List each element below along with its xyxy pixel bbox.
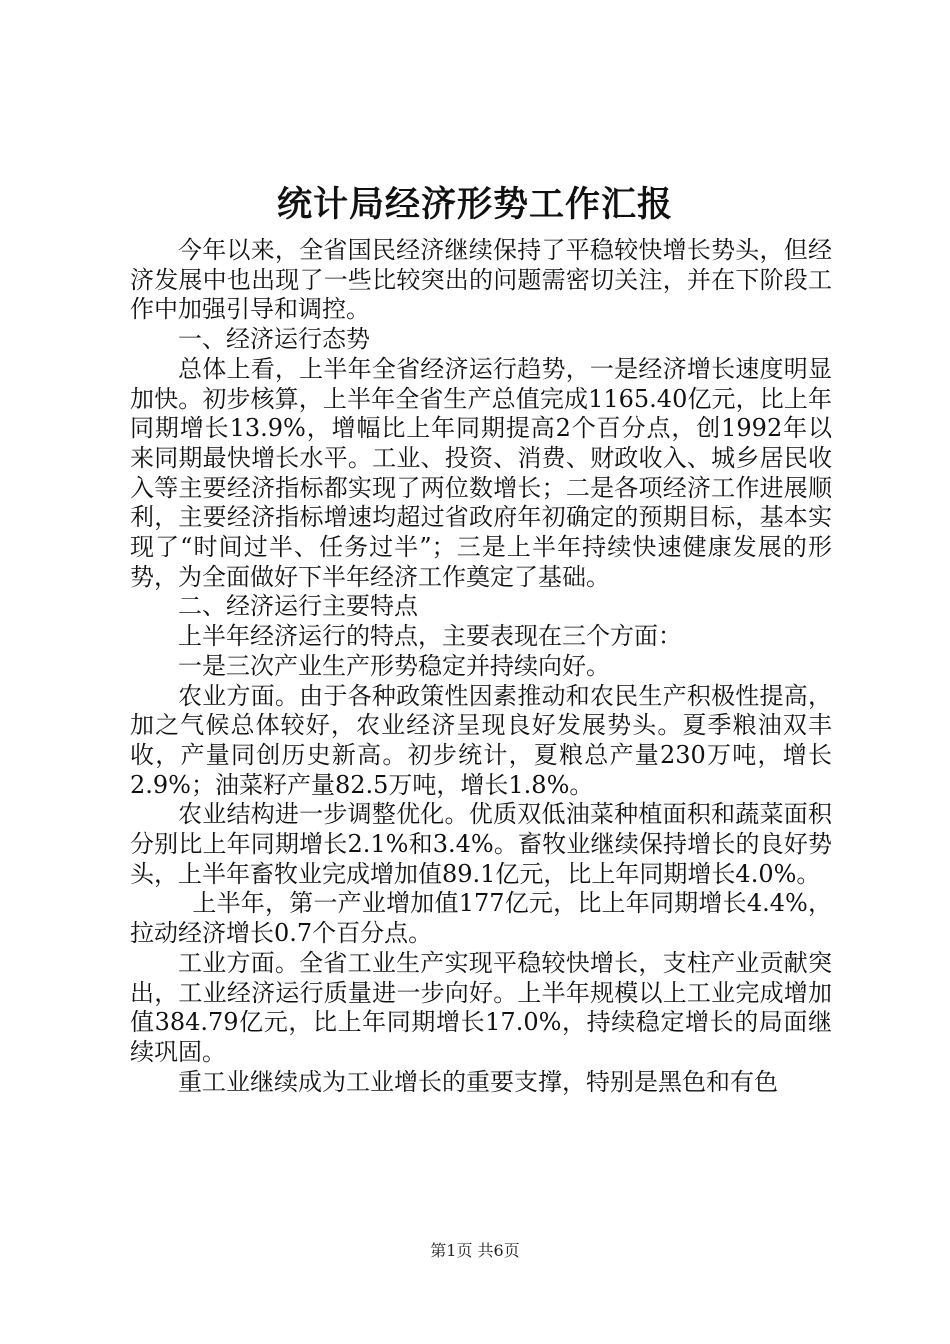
- paragraph-features-intro: 上半年经济运行的特点，主要表现在三个方面：: [178, 622, 682, 651]
- section-heading-1: 一、经济运行态势: [178, 325, 370, 354]
- document-body: [130, 236, 832, 1097]
- page-number-footer: 第1页 共6页: [430, 1241, 520, 1260]
- paragraph-primary-industry: 上半年，第一产业增加值177亿元，比上年同期增长4.4%，拉动经济增长0.7个百分点。: [130, 889, 832, 948]
- paragraph-intro: 今年以来，全省国民经济继续保持了平稳较快增长势头，但经济发展中也出现了一些比较突出的问题需密切关注，并在下阶段工作中加强引导和调控。: [130, 236, 832, 324]
- paragraph-agri-structure: 农业结构进一步调整优化。优质双低油菜种植面积和蔬菜面积分别比上年同期增长2.1%和3.4%。畜牧业继续保持增长的良好势头，上半年畜牧业完成增加值89.1亿元，比上年同期增长4.0%。: [130, 800, 832, 888]
- paragraph-agriculture: 农业方面。由于各种政策性因素推动和农民生产积极性提高，加之气候总体较好，农业经济呈现良好发展势头。夏季粮油双丰收，产量同创历史新高。初步统计，夏粮总产量230万吨，增长2.9%；油菜籽产量82.5万吨，增长1.8%。: [130, 681, 832, 799]
- document-title: 统计局经济形势工作汇报: [276, 184, 673, 225]
- paragraph-point-one: 一是三次产业生产形势稳定并持续向好。: [178, 651, 610, 680]
- paragraph-heavy-industry: 重工业继续成为工业增长的重要支撑，特别是黑色和有色: [178, 1067, 778, 1096]
- section-heading-2: 二、经济运行主要特点: [178, 592, 418, 621]
- paragraph-overview: 总体上看，上半年全省经济运行趋势，一是经济增长速度明显加快。初步核算，上半年全省生产总值完成1165.40亿元，比上年同期增长13.9%，增幅比上年同期提高2个百分点，创1992年以来同期最快增长水平。工业、投资、消费、财政收入、城乡居民收入等主要经济指标都实现了两位数增长；二是各项经济工作进展顺利，主要经济指标增速均超过省政府年初确定的预期目标，基本实现了“时间过半、任务过半”；三是上半年持续快速健康发展的形势，为全面做好下半年经济工作奠定了基础。: [130, 354, 832, 591]
- paragraph-industry: 工业方面。全省工业生产实现平稳较快增长，支柱产业贡献突出，工业经济运行质量进一步向好。上半年规模以上工业完成增加值384.79亿元，比上年同期增长17.0%，持续稳定增长的局面继续巩固。: [130, 948, 832, 1066]
